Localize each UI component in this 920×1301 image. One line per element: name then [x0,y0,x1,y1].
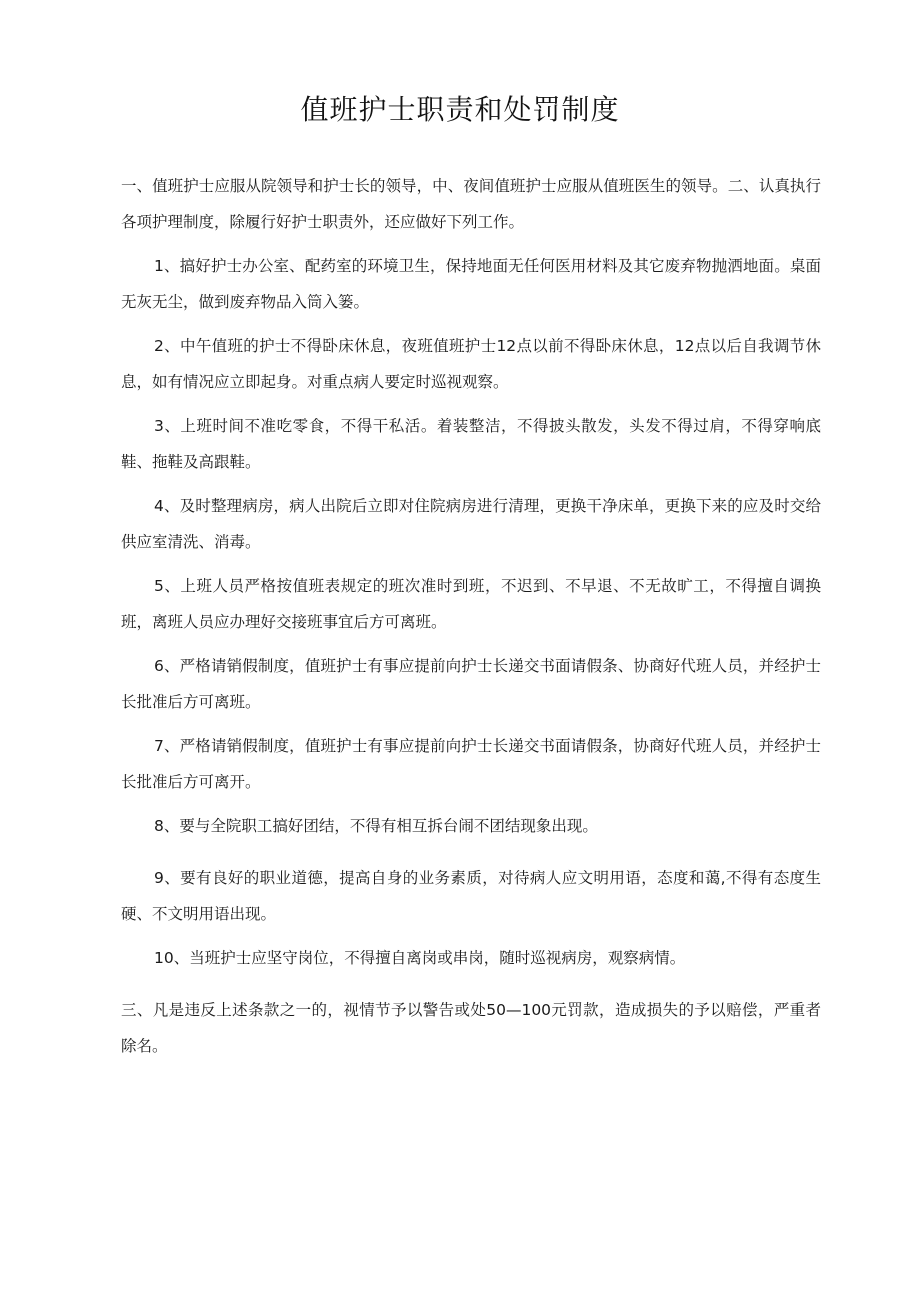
rule-item-6: 6、严格请销假制度，值班护士有事应提前向护士长递交书面请假条、协商好代班人员，并经护士长批准后方可离班。 [121,657,821,711]
rule-item-2: 2、中午值班的护士不得卧床休息，夜班值班护士12点以前不得卧床休息，12点以后自我调节休息，如有情况应立即起身。对重点病人要定时巡视观察。 [121,337,821,391]
rule-item-9: 9、要有良好的职业道德，提高自身的业务素质，对待病人应文明用语，态度和蔼,不得有态度生硬、不文明用语出现。 [121,869,821,923]
rule-item-5: 5、上班人员严格按值班表规定的班次准时到班，不迟到、不早退、不无故旷工，不得擅自调换班，离班人员应办理好交接班事宜后方可离班。 [121,577,821,631]
rule-item-4: 4、及时整理病房，病人出院后立即对住院病房进行清理，更换干净床单，更换下来的应及时交给供应室清洗、消毒。 [121,497,821,551]
rule-item-7: 7、严格请销假制度，值班护士有事应提前向护士长递交书面请假条，协商好代班人员，并经护士长批准后方可离开。 [121,737,821,791]
document-title: 值班护士职责和处罚制度 [300,93,620,126]
conclusion-paragraph: 三、凡是违反上述条款之一的，视情节予以警告或处50—100元罚款，造成损失的予以赔偿，严重者除名。 [121,1001,821,1055]
rule-item-1: 1、搞好护士办公室、配药室的环境卫生，保持地面无任何医用材料及其它废弃物抛洒地面。桌面无灰无尘，做到废弃物品入筒入篓。 [121,257,821,311]
rule-item-10: 10、当班护士应坚守岗位，不得擅自离岗或串岗，随时巡视病房，观察病情。 [154,949,686,967]
document-body [121,168,821,1064]
intro-paragraph: 一、值班护士应服从院领导和护士长的领导，中、夜间值班护士应服从值班医生的领导。二、认真执行各项护理制度，除履行好护士职责外，还应做好下列工作。 [121,177,821,231]
rule-item-3: 3、上班时间不准吃零食，不得干私活。着装整洁，不得披头散发，头发不得过肩，不得穿响底鞋、拖鞋及高跟鞋。 [121,417,821,471]
rule-item-8: 8、要与全院职工搞好团结，不得有相互拆台闹不团结现象出现。 [154,817,598,835]
